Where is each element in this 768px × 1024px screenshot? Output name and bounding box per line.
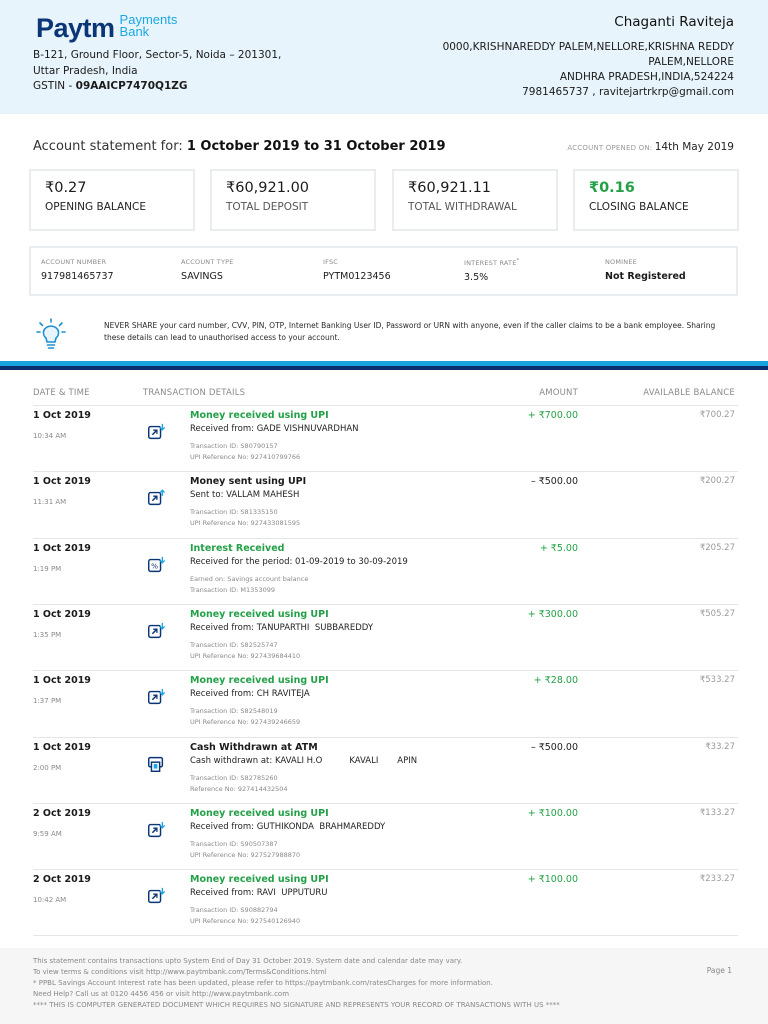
lightbulb-icon: [36, 318, 66, 352]
tx-time: 1:35 PM: [33, 631, 62, 639]
table-row: [0, 675, 768, 741]
row-divider: [33, 670, 738, 671]
tx-meta-1: Earned on: Savings account balance: [190, 575, 309, 583]
row-divider: [33, 604, 738, 605]
interest-icon: [146, 555, 166, 575]
statement-header: [0, 0, 768, 114]
tx-meta-1: Transaction ID: S81335150: [190, 508, 278, 516]
tx-amount: – ₹500.00: [530, 742, 578, 753]
tx-amount: + ₹100.00: [527, 808, 578, 819]
upi-receive-icon: [146, 422, 166, 442]
tx-party: Received from: GADE VISHNUVARDHAN: [190, 424, 359, 434]
closing-balance-card: [573, 169, 739, 231]
tx-time: 11:31 AM: [33, 498, 67, 506]
account-number-field: ACCOUNT NUMBER 917981465737: [41, 258, 114, 282]
table-row: [0, 543, 768, 609]
tx-party: Received for the period: 01-09-2019 to 30-09-2019: [190, 557, 408, 567]
tx-meta-2: UPI Reference No: 927433081595: [190, 519, 301, 527]
account-details: [29, 246, 738, 296]
tx-amount: – ₹500.00: [530, 476, 578, 487]
security-warning: NEVER SHARE your card number, CVV, PIN, OTP, Internet Banking User ID, Password or URN with anyone, even if the caller claims to be a bank employee. Sharing these details can lead to unauthorised access to your account.: [104, 321, 716, 342]
tx-meta-1: Transaction ID: S80790157: [190, 442, 278, 450]
upi-send-icon: [146, 488, 166, 508]
account-number: 917981465737: [41, 271, 114, 282]
tx-title: Money received using UPI: [190, 609, 329, 620]
tx-time: 1:19 PM: [33, 565, 62, 573]
table-row: [0, 742, 768, 808]
statement-period: Account statement for: 1 October 2019 to 31 October 2019: [33, 139, 446, 154]
table-row: [0, 609, 768, 675]
customer-address: 0000,KRISHNAREDDY PALEM,NELLORE,KRISHNA REDDY PALEM,NELLORE ANDHRA PRADESH,INDIA,524224 7981465737 , ravitejartrkrp@gmail.com: [414, 40, 734, 100]
tx-party: Sent to: VALLAM MAHESH: [190, 490, 300, 500]
footer-notes: This statement contains transactions upto System End of Day 31 October 2019. System date and calendar date may vary. To view terms & conditions visit http://www.paytmbank.com/Terms&Conditions.html * PPBL Savings Account Interest rate has been updated, please refer to https://paytmbank.com/ratesCharges for more information. Need Help? Call us at 0120 4456 456 or visit http://www.paytmbank.com **** THIS IS COMPUTER GENERATED DOCUMENT WHICH REQUIRES NO SIGNATURE AND REPRESENTS YOUR RECORD OF TRANSACTIONS WITH US ****: [33, 957, 560, 1009]
tx-title: Cash Withdrawn at ATM: [190, 742, 318, 753]
logo-payments-bank-text: Payments Bank: [119, 12, 178, 39]
tx-meta-2: Transaction ID: M1353099: [190, 586, 275, 594]
tx-amount: + ₹5.00: [539, 543, 578, 554]
tx-date: 1 Oct 2019: [33, 742, 91, 753]
tx-meta-1: Transaction ID: S82785260: [190, 774, 278, 782]
tx-meta-2: Reference No: 927414432504: [190, 785, 288, 793]
customer-contact: 7981465737 , ravitejartrkrp@gmail.com: [522, 86, 734, 98]
tx-meta-1: Transaction ID: S82548019: [190, 707, 278, 715]
tx-title: Money received using UPI: [190, 874, 329, 885]
upi-receive-icon: [146, 820, 166, 840]
tx-time: 10:34 AM: [33, 432, 67, 440]
nominee-status: Not Registered: [605, 271, 686, 282]
section-divider-dark: [0, 366, 768, 370]
tx-time: 9:59 AM: [33, 830, 62, 838]
col-header-balance: AVAILABLE BALANCE: [643, 388, 735, 398]
tx-balance: ₹233.27: [699, 874, 735, 884]
row-divider: [33, 405, 738, 406]
total-deposit-label: TOTAL DEPOSIT: [226, 201, 309, 213]
tx-balance: ₹33.27: [705, 742, 735, 752]
row-divider: [33, 869, 738, 870]
tx-meta-2: UPI Reference No: 927439246659: [190, 718, 301, 726]
tx-party: Received from: TANUPARTHI SUBBAREDDY: [190, 623, 374, 633]
tx-party: Received from: CH RAVITEJA: [190, 689, 310, 699]
col-header-details: TRANSACTION DETAILS: [143, 388, 246, 398]
gstin: GSTIN - 09AAICP7470Q1ZG: [33, 80, 188, 92]
tx-meta-2: UPI Reference No: 927527988870: [190, 851, 301, 859]
interest-rate: 3.5%: [464, 272, 489, 284]
row-divider: [33, 935, 738, 936]
paytm-payments-bank-logo: [36, 14, 177, 42]
tx-meta-1: Transaction ID: S82525747: [190, 641, 278, 649]
opening-balance-card: [29, 169, 195, 231]
tx-amount: + ₹100.00: [527, 874, 578, 885]
customer-name: Chaganti Raviteja: [614, 14, 734, 30]
tx-date: 1 Oct 2019: [33, 476, 91, 487]
table-row: [0, 808, 768, 874]
total-withdrawal-card: [392, 169, 558, 231]
nominee-field: NOMINEE Not Registered: [605, 258, 686, 282]
tx-date: 1 Oct 2019: [33, 609, 91, 620]
interest-rate-field: INTEREST RATE* 3.5%: [464, 258, 520, 284]
col-header-date: DATE & TIME: [33, 388, 90, 398]
statement-footer: [0, 948, 768, 1024]
col-header-amount: AMOUNT: [539, 388, 578, 398]
page-number: Page 1: [706, 966, 732, 975]
tx-party: Received from: RAVI UPPUTURU: [190, 888, 328, 898]
tx-meta-2: UPI Reference No: 927439684410: [190, 652, 301, 660]
opening-balance-amount: ₹0.27: [45, 180, 87, 196]
total-withdrawal-amount: ₹60,921.11: [408, 180, 492, 196]
account-type: SAVINGS: [181, 271, 223, 282]
row-divider: [33, 538, 738, 539]
total-deposit-card: [210, 169, 376, 231]
tx-date: 1 Oct 2019: [33, 543, 91, 554]
tx-date: 1 Oct 2019: [33, 410, 91, 421]
tx-party: Cash withdrawn at: KAVALI H.O KAVALI APIN: [190, 756, 418, 766]
ifsc-field: IFSC PYTM0123456: [323, 258, 391, 282]
tx-title: Money sent using UPI: [190, 476, 307, 487]
tx-amount: + ₹700.00: [527, 410, 578, 421]
table-row: [0, 874, 768, 940]
upi-receive-icon: [146, 886, 166, 906]
total-deposit-amount: ₹60,921.00: [226, 180, 310, 196]
atm-icon: [146, 754, 166, 774]
tx-meta-1: Transaction ID: S90507387: [190, 840, 278, 848]
tx-amount: + ₹300.00: [527, 609, 578, 620]
row-divider: [33, 803, 738, 804]
tx-title: Money received using UPI: [190, 808, 329, 819]
table-row: [0, 476, 768, 542]
closing-balance-amount: ₹0.16: [589, 180, 635, 196]
tx-meta-1: Transaction ID: S90882794: [190, 906, 278, 914]
table-row: [0, 410, 768, 476]
tx-title: Money received using UPI: [190, 675, 329, 686]
tx-date: 1 Oct 2019: [33, 675, 91, 686]
bank-address: B-121, Ground Floor, Sector-5, Noida – 201301, Uttar Pradesh, India GSTIN - 09AAICP7470Q1ZG: [33, 48, 281, 95]
account-opened-date: ACCOUNT OPENED ON: 14th May 2019: [567, 141, 734, 153]
upi-receive-icon: [146, 621, 166, 641]
tx-balance: ₹205.27: [699, 543, 735, 553]
upi-receive-icon: [146, 687, 166, 707]
svg-text:%: %: [151, 561, 159, 571]
closing-balance-label: CLOSING BALANCE: [589, 201, 689, 213]
tx-amount: + ₹28.00: [533, 675, 578, 686]
tx-time: 1:37 PM: [33, 697, 62, 705]
tx-meta-2: UPI Reference No: 927410799766: [190, 453, 301, 461]
tx-date: 2 Oct 2019: [33, 874, 91, 885]
ifsc-code: PYTM0123456: [323, 271, 391, 282]
tx-party: Received from: GUTHIKONDA BRAHMAREDDY: [190, 822, 386, 832]
tx-date: 2 Oct 2019: [33, 808, 91, 819]
opening-balance-label: OPENING BALANCE: [45, 201, 146, 213]
tx-time: 2:00 PM: [33, 764, 62, 772]
tx-title: Interest Received: [190, 543, 285, 554]
tx-balance: ₹200.27: [699, 476, 735, 486]
tx-meta-2: UPI Reference No: 927540126940: [190, 917, 301, 925]
tx-balance: ₹133.27: [699, 808, 735, 818]
tx-balance: ₹700.27: [699, 410, 735, 420]
tx-balance: ₹533.27: [699, 675, 735, 685]
tx-time: 10:42 AM: [33, 896, 67, 904]
row-divider: [33, 737, 738, 738]
total-withdrawal-label: TOTAL WITHDRAWAL: [408, 201, 517, 213]
tx-balance: ₹505.27: [699, 609, 735, 619]
account-type-field: ACCOUNT TYPE SAVINGS: [181, 258, 234, 282]
tx-title: Money received using UPI: [190, 410, 329, 421]
row-divider: [33, 471, 738, 472]
logo-paytm-text: Paytm: [36, 13, 115, 43]
